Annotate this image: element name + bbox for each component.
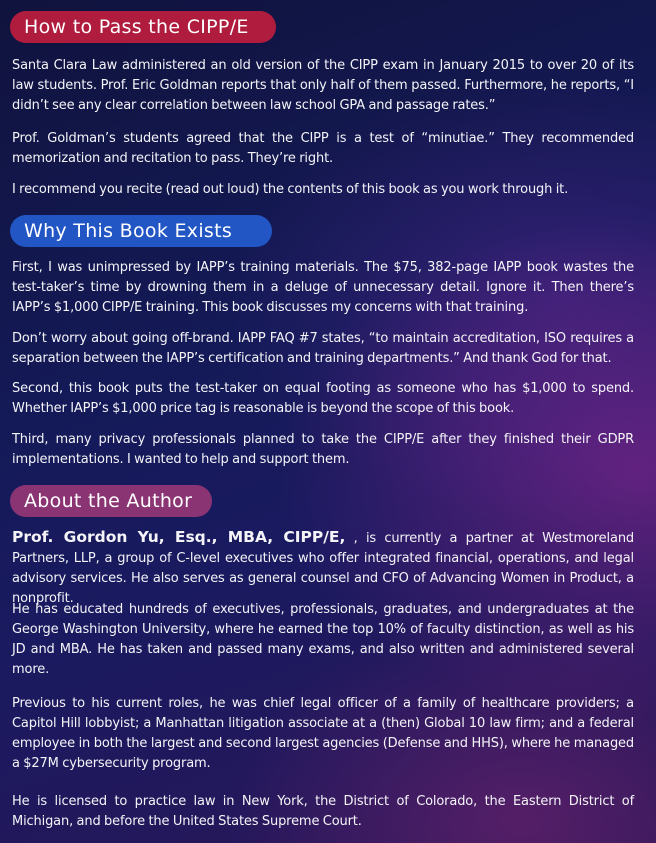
paragraph: I recommend you recite (read out loud) the contents of this book as you work through it.	[12, 182, 569, 197]
author-name: Prof. Gordon Yu, Esq., MBA, CIPP/E,	[12, 528, 346, 546]
section-title-about-the-author: About the Author	[10, 485, 212, 517]
paragraph: Prof. Goldman’s students agreed that the CIPP is a test of “minutiae.” They recommended memorization and recitation to pass. They’re right.	[12, 131, 634, 166]
section-title-how-to-pass: How to Pass the CIPP/E	[10, 11, 276, 43]
author-paragraph	[12, 527, 634, 609]
paragraph: Previous to his current roles, he was chief legal officer of a family of healthcare providers; a Capitol Hill lobbyist; a Manhattan litigation associate at a (then) Global 10 law firm; and a federal employee in both the largest and second largest agencies (Defense and HHS), where he managed a $27M cybersecurity program.	[12, 696, 634, 771]
paragraph: Santa Clara Law administered an old version of the CIPP exam in January 2015 to over 20 of its law students. Prof. Eric Goldman reports that only half of them passed. Furthermore, he reports, “I didn’t see any clear correlation between law school GPA and passage rates.”	[12, 58, 634, 113]
paragraph: Don’t worry about going off-brand. IAPP FAQ #7 states, “to maintain accreditation, ISO requires a separation between the IAPP’s certification and training departments.” And thank God for that.	[12, 331, 634, 366]
paragraph: He is licensed to practice law in New York, the District of Colorado, the Eastern District of Michigan, and before the United States Supreme Court.	[12, 794, 634, 829]
author-bio-text: , is currently a partner at Westmoreland Partners, LLP, a group of C-level executives who offer integrated financial, operations, and legal advisory services. He also serves as general counsel and CFO of Advancing Women in Product, a nonprofit.	[12, 531, 635, 606]
paragraph: He has educated hundreds of executives, professionals, graduates, and undergraduates at the George Washington University, where he earned the top 10% of faculty distinction, as well as his JD and MBA. He has taken and passed many exams, and also written and administered several more.	[12, 602, 634, 677]
paragraph: Second, this book puts the test-taker on equal footing as someone who has $1,000 to spend. Whether IAPP’s $1,000 price tag is reasonable is beyond the scope of this book.	[12, 381, 634, 416]
section-title-why-this-book-exists: Why This Book Exists	[10, 215, 272, 247]
paragraph: Third, many privacy professionals planned to take the CIPP/E after they finished their GDPR implementations. I wanted to help and support them.	[12, 432, 634, 467]
paragraph: First, I was unimpressed by IAPP’s training materials. The $75, 382-page IAPP book wastes the test-taker’s time by drowning them in a deluge of unnecessary detail. Ignore it. Then there’s IAPP’s $1,000 CIPP/E training. This book discusses my concerns with that training.	[12, 260, 634, 315]
